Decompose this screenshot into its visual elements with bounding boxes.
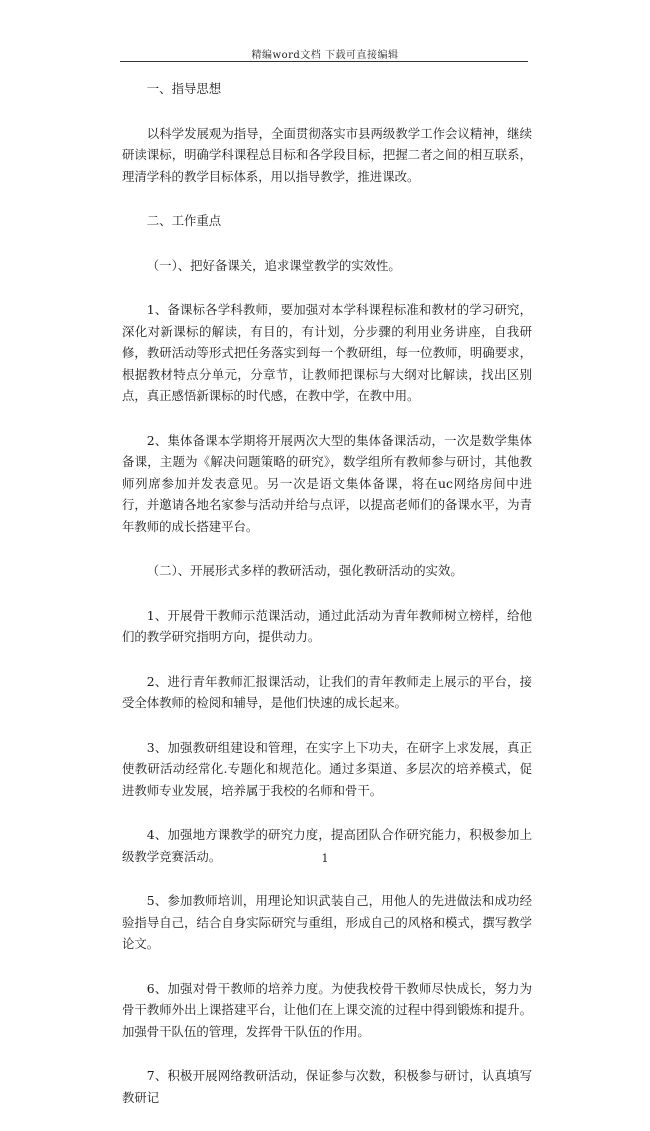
paragraph-item-5-teacher-training: 5、参加教师培训，用理论知识武装自己，用他人的先进做法和成功经验指导自己，结合自身实际研究与重组，形成自己的风格和模式，撰写教学论文。 <box>122 893 532 951</box>
paragraph-item-1-curriculum: 1、备课标各学科教师，要加强对本学科课程标准和教材的学习研究，深化对新课标的解读，有目的，有计划，分步骤的利用业务讲座，自我研修，教研活动等形式把任务落实到每一个教研组，每一位教师，明确要求，根据教材特点分单元，分章节，让教师把课标与大纲对比解读，找出区别点，真正感悟新课标的时代感，在教中学，在教中用。 <box>122 302 532 403</box>
paragraph-item-7-online-research: 7、积极开展网络教研活动，保证参与次数，积极参与研讨，认真填写教研记 <box>122 1068 532 1105</box>
paragraph-item-2-collective-prep: 2、集体备课本学期将开展两次大型的集体备课活动，一次是数学集体备课，主题为《解决问题策略的研究》，数学组所有教师参与研讨，其他教师列席参加并发表意见。另一次是语文集体备课，将在uc网络房间中进行，并邀请各地名家参与活动并给与点评，以提高老师们的备课水平，为青年教师的成长搭建平台。 <box>122 432 532 534</box>
page-header: 精编word文档 下载可直接编辑 <box>251 50 399 61</box>
paragraph-item-4-local-curriculum: 4、加强地方课教学的研究力度，提高团队合作研究能力，积极参加上级教学竞赛活动。 <box>122 827 532 864</box>
page-number: 1 <box>321 852 329 865</box>
paragraph-item-2-young-teachers: 2、进行青年教师汇报课活动，让我们的青年教师走上展示的平台，接受全体教师的检阅和辅导，是他们快速的成长起来。 <box>122 673 532 710</box>
document-body <box>122 78 532 1131</box>
header-divider <box>120 61 528 62</box>
paragraph-item-3-research-groups: 3、加强教研组建设和管理，在实字上下功夫，在研字上求发展，真正使教研活动经常化.专题化和规范化。通过多渠道、多层次的培养模式，促进教师专业发展，培养属于我校的名师和骨干。 <box>122 739 532 798</box>
paragraph-guiding-ideology: 以科学发展观为指导，全面贯彻落实市县两级教学工作会议精神，继续研读课标，明确学科课程总目标和各学段目标，把握二者之间的相互联系，理清学科的教学目标体系，用以指导教学，推进课改。 <box>122 125 532 184</box>
paragraph-item-6-backbone-teachers: 6、加强对骨干教师的培养力度。为使我校骨干教师尽快成长，努力为骨干教师外出上课搭建平台，让他们在上课交流的过程中得到锻炼和提升。加强骨干队伍的管理，发挥骨干队伍的作用。 <box>122 980 532 1039</box>
subsection-heading-lesson-prep: （一）、把好备课关，追求课堂教学的实效性。 <box>146 257 401 273</box>
subsection-heading-research-activities: （二）、开展形式多样的教研活动，强化教研活动的实效。 <box>146 563 463 578</box>
paragraph-item-1-demo-lessons: 1、开展骨干教师示范课活动，通过此活动为青年教师树立榜样，给他们的教学研究指明方向，提供动力。 <box>122 607 532 644</box>
section-heading-work-focus: 二、工作重点 <box>146 213 222 228</box>
section-heading-guiding-ideology: 一、指导思想 <box>146 81 222 96</box>
